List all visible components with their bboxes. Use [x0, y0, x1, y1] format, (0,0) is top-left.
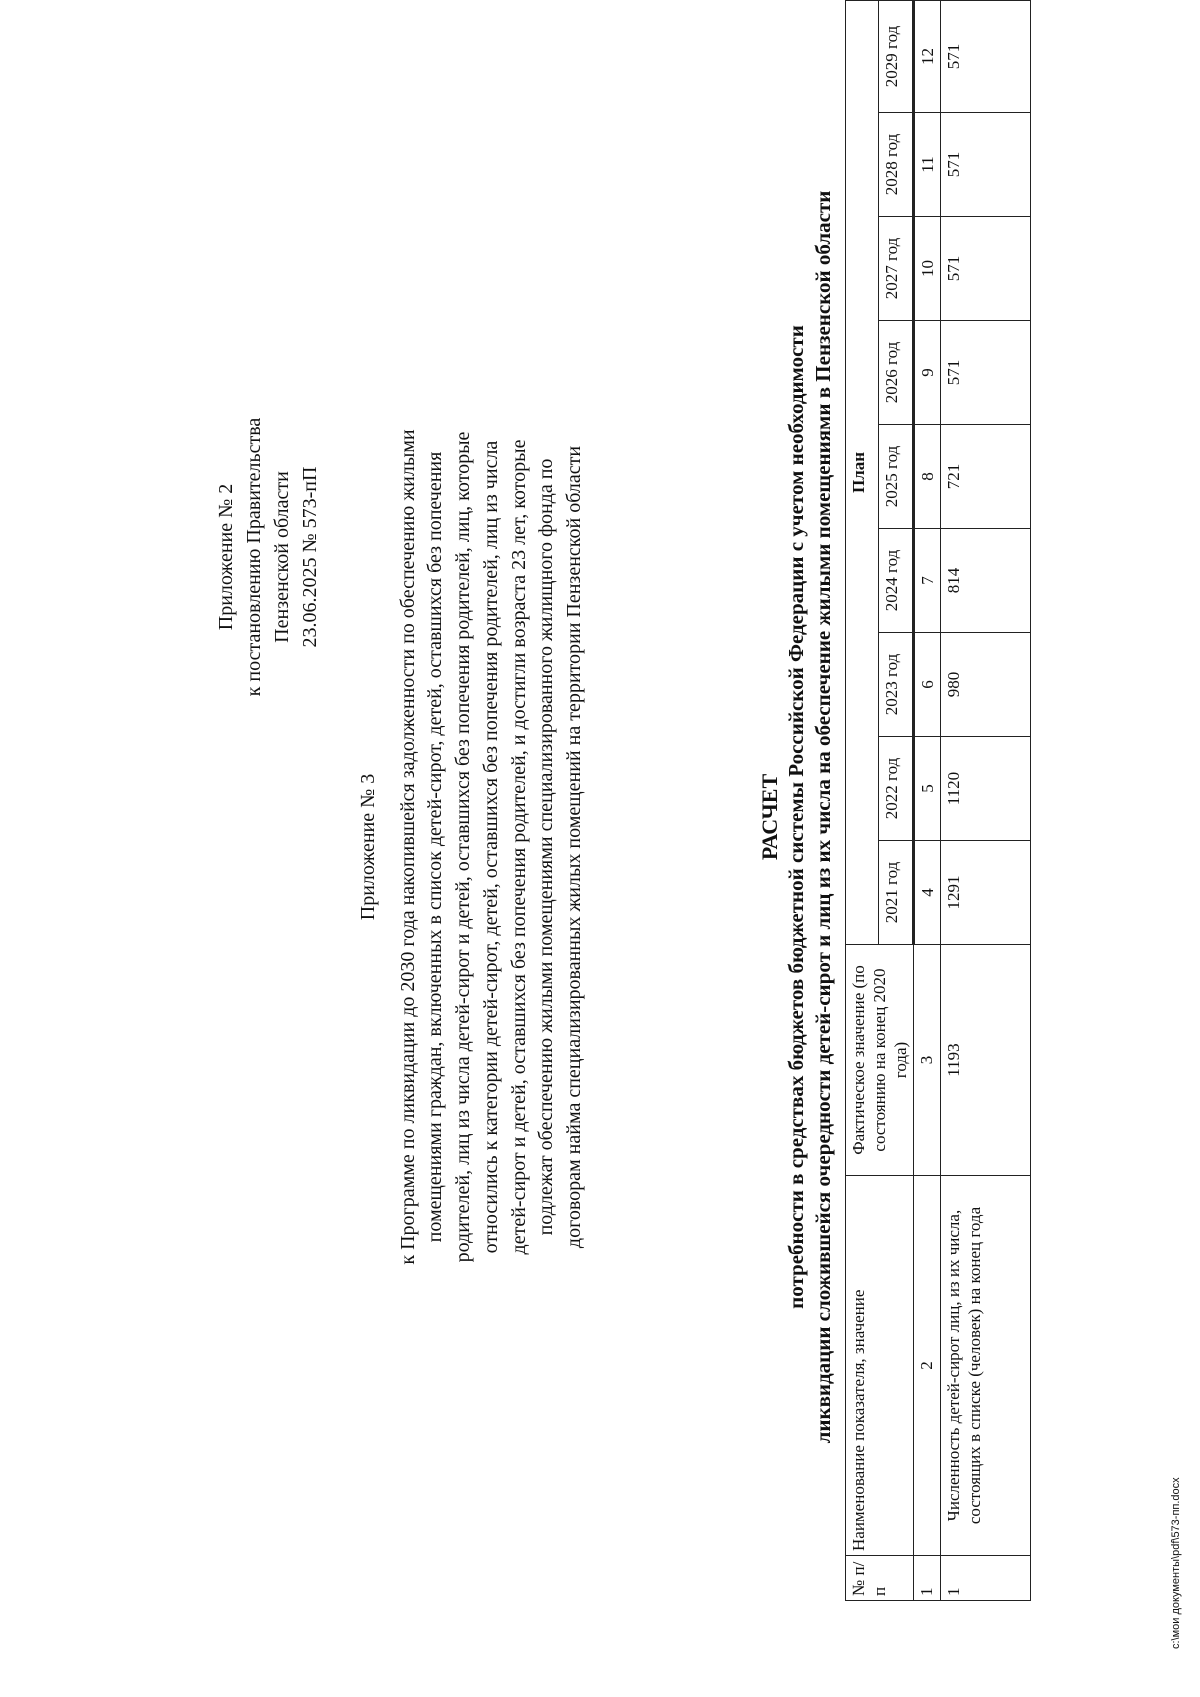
header-year: 2024 год: [879, 529, 914, 633]
row-plan-value: 571: [941, 113, 1031, 217]
header-indicator-name: Наименование показателя, значение: [846, 1176, 914, 1556]
footer-file-path: c:\мои документы\pdf\573-пп.docx: [1170, 1477, 1182, 1649]
header-year: 2025 год: [879, 425, 914, 529]
row-plan-value: 814: [941, 529, 1031, 633]
column-number: 8: [914, 425, 941, 529]
table-row: [941, 1, 1031, 1601]
column-number: 4: [914, 841, 941, 945]
row-plan-value: 571: [941, 217, 1031, 321]
appendix-3-header: [355, 417, 589, 1277]
row-plan-value: 1291: [941, 841, 1031, 945]
header-year: 2022 год: [879, 737, 914, 841]
row-plan-value: 1120: [941, 737, 1031, 841]
appendix-3-body: к Программе по ликвидации до 2030 года накопившейся задолженности по обеспечению жилыми помещениями граждан, включенных в список детей-сирот, детей, оставшихся без попечения родителей, лиц из числа детей-сирот и детей, оставшихся без попечения родителей, лиц, которые относились к категории детей-сирот, детей, оставшихся без попечения родителей, лиц из числа детей-сирот и детей, оставшихся без попечения родителей, и достигли возраста 23 лет, которые подлежат обеспечению жилыми помещениями специализированного жилищного фонда по договорам найма специализированных жилых помещений на территории Пензенской области: [396, 429, 585, 1265]
title-main: РАСЧЕТ: [757, 773, 782, 861]
document-title: [756, 27, 837, 1607]
calculation-table-wrap: [845, 1, 1031, 1601]
column-number: 7: [914, 529, 941, 633]
row-number: 1: [941, 1556, 1031, 1601]
row-plan-value: 721: [941, 425, 1031, 529]
column-number: 3: [914, 945, 941, 1176]
header-year: 2028 год: [879, 113, 914, 217]
row-plan-value: 980: [941, 633, 1031, 737]
row-indicator-name: Численность детей-сирот лиц, из их числа, состоящих в списке (человек) на конец года: [941, 1176, 1031, 1556]
column-number: 10: [914, 217, 941, 321]
column-number-row: [914, 1, 941, 1601]
title-line-1: потребности в средствах бюджетов бюджетной системы Российской Федерации с учетом необходимости: [784, 325, 808, 1309]
column-number: 6: [914, 633, 941, 737]
appendix-2-line-2: к постановлению Правительства: [243, 417, 265, 697]
header-actual-value: Фактическое значение (по состоянию на конец 2020 года): [846, 945, 914, 1176]
title-line-2: ликвидации сложившейся очередности детей-сирот и лиц из их числа на обеспечение жилыми помещениями в Пензенской области: [811, 190, 835, 1444]
column-number: 11: [914, 113, 941, 217]
header-year: 2021 год: [879, 841, 914, 945]
appendix-3-title: Приложение № 3: [357, 773, 379, 921]
appendix-2-line-3: Пензенской области: [271, 471, 293, 643]
column-number: 5: [914, 737, 941, 841]
appendix-2-header: [212, 217, 324, 897]
header-year: 2027 год: [879, 217, 914, 321]
header-number: № п/п: [846, 1556, 914, 1601]
row-plan-value: 571: [941, 321, 1031, 425]
column-number: 12: [914, 1, 941, 113]
header-year: 2026 год: [879, 321, 914, 425]
appendix-2-line-1: Приложение № 2: [215, 483, 237, 631]
row-actual-value: 1193: [941, 945, 1031, 1176]
calculation-table: [845, 0, 1031, 1601]
column-number: 2: [914, 1176, 941, 1556]
header-year: 2029 год: [879, 1, 914, 113]
row-plan-value: 571: [941, 1, 1031, 113]
column-number: 1: [914, 1556, 941, 1601]
header-plan: План: [846, 1, 879, 945]
column-number: 9: [914, 321, 941, 425]
header-year: 2023 год: [879, 633, 914, 737]
appendix-2-line-4: 23.06.2025 № 573-пП: [299, 466, 321, 648]
